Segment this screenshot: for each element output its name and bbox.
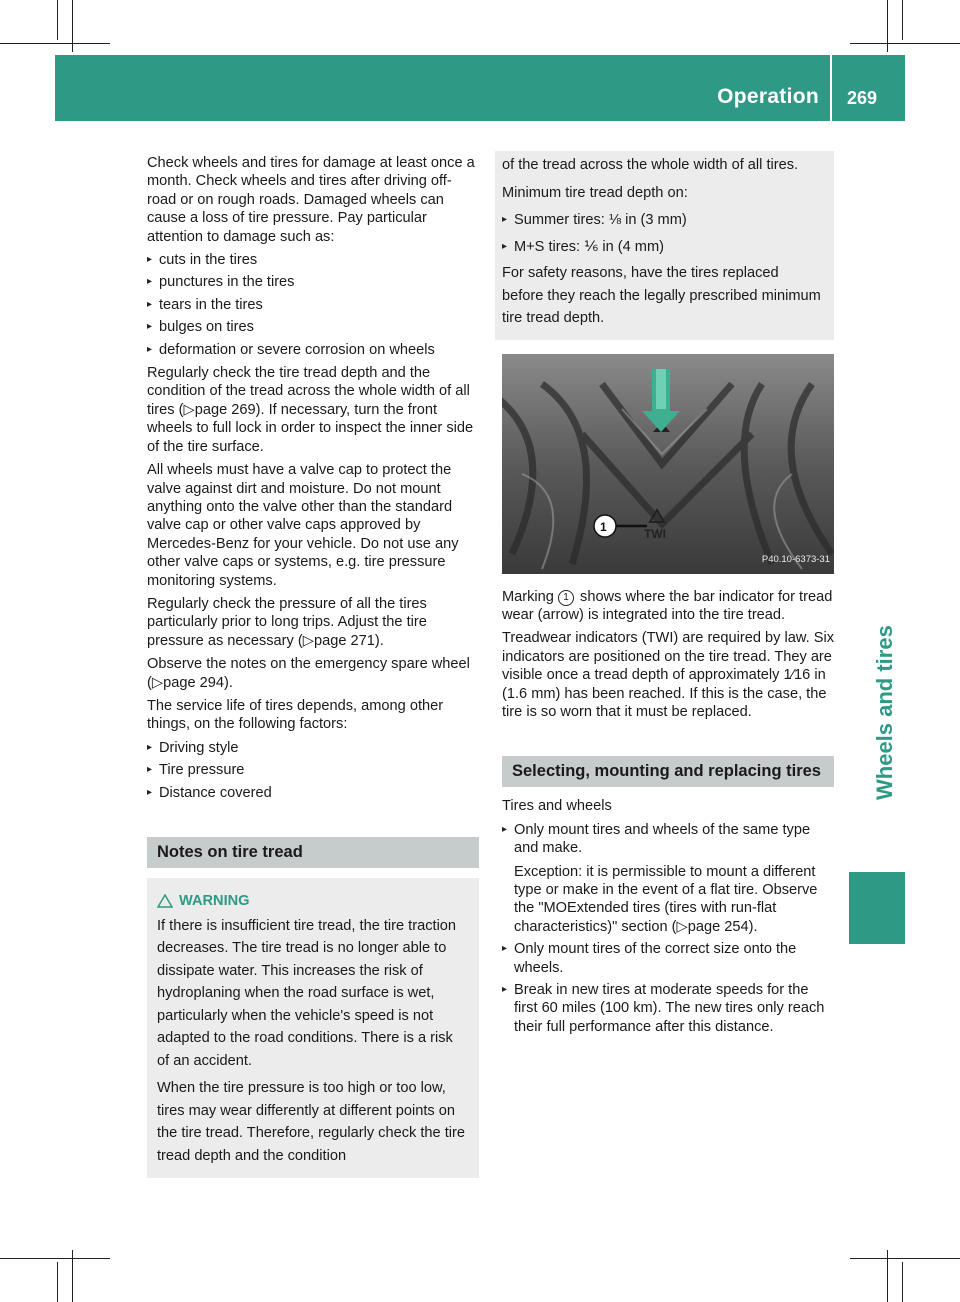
crop-mark [57, 0, 58, 40]
list-item: ▸ Break in new tires at moderate speeds for the first 60 miles (100 km). The new tires only reach their full performance after this distance. [502, 981, 834, 1036]
marking-paragraph: Marking 1 shows where the bar indicator for tread wear (arrow) is integrated into the tire tread. [502, 588, 833, 623]
list-item: ▸ Distance covered [147, 784, 479, 802]
list-item: ▸ tears in the tires [147, 296, 479, 314]
page-ref-link[interactable]: page 254 [687, 918, 749, 935]
tires-wheels-label: Tires and wheels [502, 798, 612, 815]
crop-mark [887, 1250, 888, 1302]
crop-mark [850, 43, 960, 44]
left-column [147, 154, 479, 1178]
factor-list [147, 739, 479, 802]
callout-number-icon: 1 [558, 590, 574, 606]
page-ref-arrow-icon: ▷ [302, 632, 314, 649]
page-ref-link[interactable]: page 271 [313, 632, 375, 649]
right-column [502, 154, 834, 1041]
tire-tread-figure [502, 354, 834, 574]
figure-reference-code: P40.10-6373-31 [761, 554, 830, 566]
valve-paragraph: All wheels must have a valve cap to protect the valve against dirt and moisture. Do not mount anything onto the valve other than the standard valve cap or other valve caps approved by Mercedes-Benz for your vehicle. Do not use any other valve caps or systems, e.g. tire pressure monitoring systems. [147, 462, 459, 589]
crop-mark [72, 1250, 73, 1302]
crop-mark [0, 1258, 110, 1259]
list-item: ▸ Driving style [147, 739, 479, 757]
crop-mark [0, 43, 110, 44]
intro-paragraph: Check wheels and tires for damage at least once a month. Check wheels and tires after driving off-road or on rough roads. Damaged wheels can cause a loss of tire pressure. Pay particular attention to damage such as: [147, 155, 475, 245]
warning-title: WARNING [157, 890, 469, 913]
page-header [55, 55, 905, 121]
side-tab-marker [849, 872, 905, 944]
crop-mark [902, 0, 903, 40]
crop-mark [887, 0, 888, 52]
page-ref-arrow-icon: ▷ [183, 401, 195, 418]
list-item: ▸ Only mount tires and wheels of the same type and make. Exception: it is permissible to mount a different type or make in the event of a flat tire. Observe the "MOExtended tires (tires with run-flat characteristics)" section (▷page 254). [502, 821, 834, 936]
exception-note: Exception: it is permissible to mount a different type or make in the event of a flat tire. Observe the "MOExtended tires (tires with run-flat characteristics)" section (▷page 254). [514, 863, 818, 935]
tire-tread-image [502, 354, 834, 574]
pressure-paragraph: Regularly check the pressure of all the tires particularly prior to long trips. Adjust the tire pressure as necessary (▷page 271). [147, 595, 427, 649]
twi-paragraph: Treadwear indicators (TWI) are required by law. Six indicators are positioned on the tire tread. They are visible once a tread depth of approximately 1⁄16 in (1.6 mm) has been reached. If this is the case, the tire is so worn that it must be replaced. [502, 630, 834, 720]
warning-text-4: For safety reasons, have the tires replaced before they reach the legally prescribed minimum tire tread depth. [502, 265, 821, 326]
crop-mark [902, 1262, 903, 1302]
warning-text-1: If there is insufficient tire tread, the tire traction decreases. The tire tread is no longer able to dissipate water. This increases the risk of hydroplaning when the road surface is wet, particularly when the vehicle's speed is not adapted to the road conditions. There is a risk of an accident. [157, 917, 457, 1069]
min-depth-label: Minimum tire tread depth on: [502, 184, 688, 201]
list-item: ▸ cuts in the tires [147, 251, 479, 269]
section-heading-mounting-tires: Selecting, mounting and replacing tires [502, 756, 834, 787]
twi-marking: TWI [644, 526, 666, 541]
warning-box [147, 878, 479, 1178]
header-divider [830, 55, 832, 121]
warning-text-3: of the tread across the whole width of all tires. [502, 157, 799, 173]
list-item: ▸ Summer tires: ⅛ in (3 mm) [502, 209, 824, 232]
side-tab-label: Wheels and tires [872, 625, 897, 800]
section-heading-tire-tread: Notes on tire tread [147, 837, 479, 868]
page-ref-arrow-icon: ▷ [151, 674, 164, 691]
callout-number: 1 [600, 519, 607, 534]
page-ref-link[interactable]: page 269 [194, 401, 256, 418]
service-life-paragraph: The service life of tires depends, among other things, on the following factors: [147, 697, 444, 733]
page-ref-link[interactable]: page 294 [163, 674, 224, 691]
warning-text-2: When the tire pressure is too high or too low, tires may wear differently at different points on the tire tread. Therefore, regularly check the tire tread depth and the condition [157, 1080, 465, 1164]
list-item: ▸ M+S tires: ⅙ in (4 mm) [502, 236, 824, 259]
spare-wheel-paragraph: Observe the notes on the emergency spare wheel (▷page 294). [147, 656, 470, 691]
mounting-list [502, 821, 834, 1036]
section-title: Operation [717, 85, 819, 108]
list-item: ▸ Only mount tires of the correct size onto the wheels. [502, 940, 834, 977]
list-item: ▸ deformation or severe corrosion on wheels [147, 341, 479, 359]
crop-mark [57, 1262, 58, 1302]
warning-triangle-icon [157, 894, 173, 908]
crop-mark [850, 1258, 960, 1259]
min-depth-list [502, 209, 824, 258]
list-item: ▸ Tire pressure [147, 761, 479, 779]
page-ref-arrow-icon: ▷ [676, 918, 688, 935]
damage-list [147, 251, 479, 359]
list-item: ▸ bulges on tires [147, 318, 479, 336]
warning-box-continued [495, 151, 834, 340]
tread-check-paragraph: Regularly check the tire tread depth and the condition of the tread across the whole width of all tires (▷page 269). If necessary, turn the front wheels to full lock in order to inspect the inner side of the tire surface. [147, 365, 474, 455]
page-number: 269 [846, 88, 877, 108]
crop-mark [72, 0, 73, 52]
list-item: ▸ punctures in the tires [147, 273, 479, 291]
